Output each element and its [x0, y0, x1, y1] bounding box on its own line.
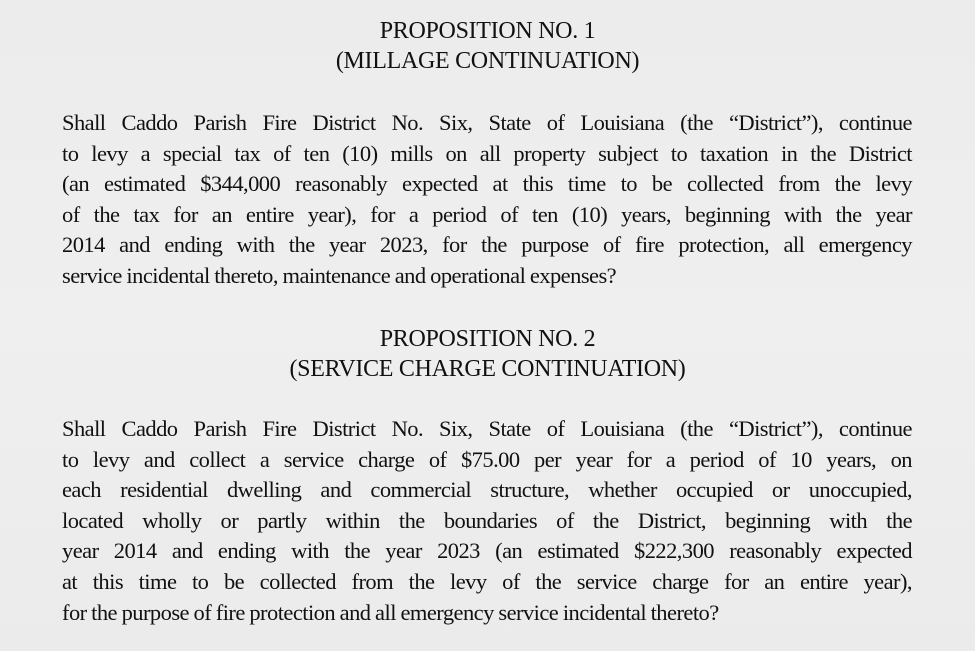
- proposition-1-line: Shall Caddo Parish Fire District No. Six, State of Louisiana (the “District”), continue: [62, 110, 912, 135]
- proposition-1-line: (an estimated $344,000 reasonably expected at this time to be collected from the levy: [62, 171, 912, 197]
- proposition-2-subtitle: (SERVICE CHARGE CONTINUATION): [289, 356, 686, 382]
- proposition-2-line: each residential dwelling and commercial structure, whether occupied or unoccupied,: [62, 477, 912, 503]
- proposition-2-line: to levy and collect a service charge of $75.00 per year for a period of 10 years, on: [62, 446, 912, 472]
- proposition-2-line: located wholly or partly within the boundaries of the District, beginning with the: [62, 507, 912, 533]
- proposition-2-title: PROPOSITION NO. 2: [379, 326, 596, 352]
- proposition-2-text: [62, 414, 912, 628]
- proposition-1-line: 2014 and ending with the year 2023, for the purpose of fire protection, all emergency: [62, 232, 912, 258]
- proposition-1-text: [62, 108, 912, 292]
- proposition-1-line: service incidental thereto, maintenance and operational expenses?: [62, 262, 617, 288]
- proposition-1-subtitle: (MILLAGE CONTINUATION): [335, 48, 640, 74]
- proposition-1-title: PROPOSITION NO. 1: [379, 18, 596, 44]
- proposition-2-line: year 2014 and ending with the year 2023 (an estimated $222,300 reasonably expected: [62, 538, 912, 564]
- proposition-1-line: of the tax for an entire year), for a period of ten (10) years, beginning with the year: [62, 201, 912, 227]
- proposition-1-line: to levy a special tax of ten (10) mills on all property subject to taxation in the District: [62, 140, 912, 166]
- proposition-2-line: Shall Caddo Parish Fire District No. Six, State of Louisiana (the “District”), continue: [62, 416, 912, 441]
- proposition-2-line: for the purpose of fire protection and all emergency service incidental thereto?: [62, 599, 719, 625]
- proposition-2-line: at this time to be collected from the levy of the service charge for an entire year),: [62, 568, 912, 594]
